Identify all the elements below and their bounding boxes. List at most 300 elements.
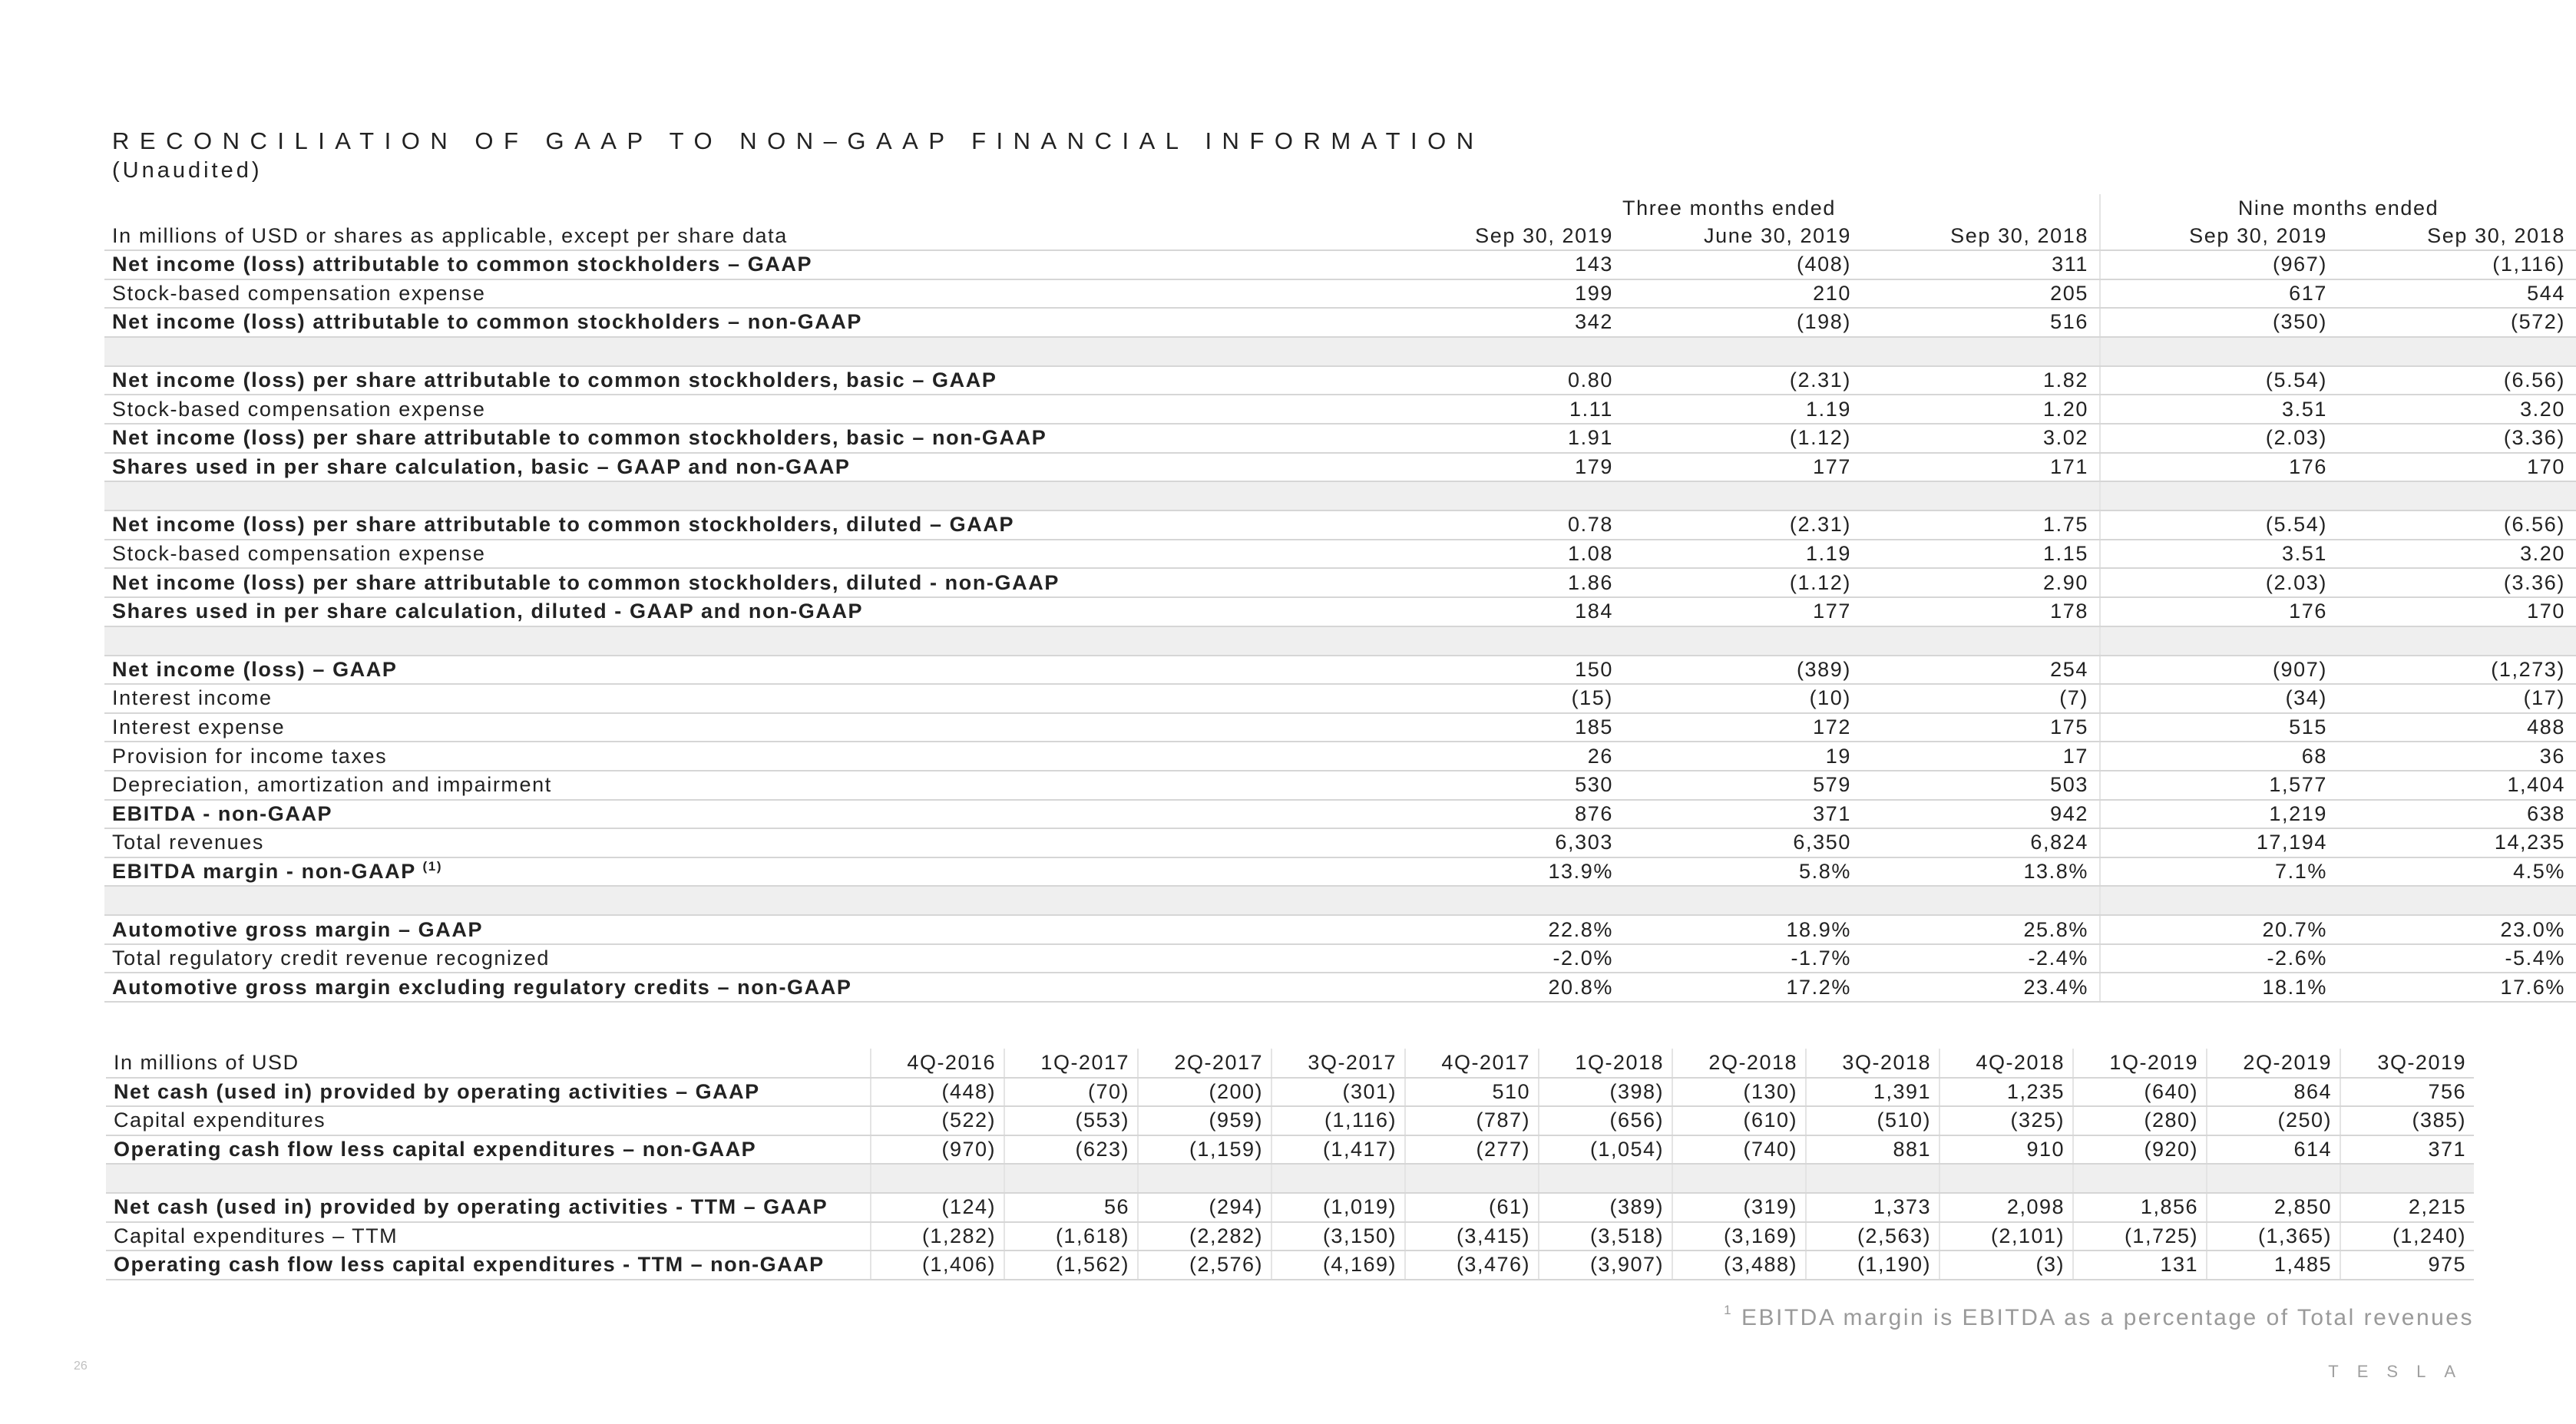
- table-cell: 3.02: [1862, 424, 2100, 453]
- table-cell: 1,404: [2338, 771, 2576, 800]
- table-row: [106, 1251, 2474, 1280]
- spacer-cell: [1359, 886, 1624, 915]
- table-cell: (3,476): [1405, 1251, 1539, 1280]
- table-cell: (1,240): [2340, 1222, 2474, 1251]
- row-label: Net cash (used in) provided by operating activities - TTM – GAAP: [106, 1193, 871, 1222]
- table-cell: 1,219: [2100, 800, 2338, 829]
- row-label: Operating cash flow less capital expenditures - TTM – non-GAAP: [106, 1251, 871, 1280]
- table-row: [104, 279, 2576, 309]
- table-cell: (1,159): [1138, 1135, 1271, 1165]
- table-row: [104, 308, 2576, 337]
- table-cell: 17,194: [2100, 828, 2338, 857]
- table-cell: 17.6%: [2338, 973, 2576, 1002]
- table-cell: 175: [1862, 713, 2100, 742]
- table-cell: -2.4%: [1862, 944, 2100, 973]
- table-cell: 342: [1359, 308, 1624, 337]
- table-cell: (389): [1624, 656, 1862, 685]
- table-cell: -2.6%: [2100, 944, 2338, 973]
- spacer-cell: [2338, 337, 2576, 366]
- row-label-text: Net income (loss) per share attributable to common stockholders, diluted – GAAP: [112, 513, 1015, 537]
- table-row: [106, 1106, 2474, 1135]
- table-cell: 6,303: [1359, 828, 1624, 857]
- table-cell: (2,576): [1138, 1251, 1271, 1280]
- page-subtitle: (Unaudited): [112, 158, 263, 183]
- table-cell: (6.56): [2338, 366, 2576, 395]
- table-cell: (1,406): [871, 1251, 1004, 1280]
- table-cell: (1,282): [871, 1222, 1004, 1251]
- row-label: [104, 308, 1359, 337]
- spacer-cell: [2100, 886, 2338, 915]
- table-cell: 0.80: [1359, 366, 1624, 395]
- table-cell: (3,488): [1672, 1251, 1806, 1280]
- unit-label: In millions of USD or shares as applicable, except per share data: [104, 222, 1359, 250]
- table-cell: 6,350: [1624, 828, 1862, 857]
- table-cell: (3.36): [2338, 568, 2576, 597]
- spacer-cell: [1138, 1164, 1271, 1193]
- row-label-text: EBITDA - non-GAAP: [112, 801, 333, 825]
- table-cell: 177: [1624, 453, 1862, 482]
- table-cell: (1,054): [1539, 1135, 1672, 1165]
- spacer-cell: [1624, 337, 1862, 366]
- spacer-cell: [1862, 481, 2100, 510]
- table-cell: 617: [2100, 279, 2338, 309]
- table-cell: (5.54): [2100, 366, 2338, 395]
- spacer-cell: [2100, 626, 2338, 656]
- row-label: [104, 250, 1359, 279]
- spacer-cell: [2338, 886, 2576, 915]
- table-cell: 3.51: [2100, 540, 2338, 569]
- row-label: [104, 510, 1359, 540]
- table-cell: (280): [2073, 1106, 2207, 1135]
- row-label-text: Automotive gross margin – GAAP: [112, 917, 484, 941]
- column-header: 4Q-2018: [1939, 1049, 2073, 1078]
- row-label-text: Total revenues: [112, 831, 265, 854]
- table-cell: (1.12): [1624, 424, 1862, 453]
- spacer-cell: [1862, 337, 2100, 366]
- table-row: [104, 453, 2576, 482]
- table-cell: (1,725): [2073, 1222, 2207, 1251]
- table-group-header-row: [104, 194, 2576, 222]
- table-cell: 311: [1862, 250, 2100, 279]
- spacer-cell: [1359, 626, 1624, 656]
- table-cell: (3,169): [1672, 1222, 1806, 1251]
- table-cell: 3.51: [2100, 395, 2338, 424]
- table-cell: (1,365): [2207, 1222, 2340, 1251]
- group-header-three-months: Three months ended: [1622, 196, 1836, 220]
- row-label: [104, 915, 1359, 944]
- table-cell: (970): [871, 1135, 1004, 1165]
- row-label-text: Net income (loss) per share attributable to common stockholders, basic – GAAP: [112, 368, 997, 392]
- table-cell: 638: [2338, 800, 2576, 829]
- table-cell: 1.91: [1359, 424, 1624, 453]
- table-row: [104, 771, 2576, 800]
- row-label-text: Depreciation, amortization and impairment: [112, 773, 552, 797]
- spacer-row: [104, 481, 2576, 510]
- row-label: [104, 540, 1359, 569]
- table-row: [104, 250, 2576, 279]
- table-cell: 131: [2073, 1251, 2207, 1280]
- spacer-row: [104, 337, 2576, 366]
- table-cell: 17.2%: [1624, 973, 1862, 1002]
- spacer-row: [104, 626, 2576, 656]
- table-cell: (294): [1138, 1193, 1271, 1222]
- table-cell: 6,824: [1862, 828, 2100, 857]
- row-label-text: Provision for income taxes: [112, 744, 388, 768]
- table-row: [104, 800, 2576, 829]
- table-cell: 17: [1862, 742, 2100, 771]
- table-cell: (553): [1004, 1106, 1138, 1135]
- row-label: [104, 395, 1359, 424]
- table-cell: (656): [1539, 1106, 1672, 1135]
- spacer-cell: [2340, 1164, 2474, 1193]
- row-label-text: Shares used in per share calculation, diluted - GAAP and non-GAAP: [112, 600, 864, 623]
- table-cell: (277): [1405, 1135, 1539, 1165]
- table-cell: (385): [2340, 1106, 2474, 1135]
- row-label-text: Automotive gross margin excluding regulatory credits – non-GAAP: [112, 975, 852, 999]
- table-row: [104, 684, 2576, 713]
- table-cell: (124): [871, 1193, 1004, 1222]
- table-cell: (448): [871, 1078, 1004, 1107]
- row-label: [104, 771, 1359, 800]
- table-cell: (640): [2073, 1078, 2207, 1107]
- table-cell: 176: [2100, 597, 2338, 626]
- table-cell: 942: [1862, 800, 2100, 829]
- table-cell: 199: [1359, 279, 1624, 309]
- row-label-text: Net income (loss) – GAAP: [112, 657, 398, 681]
- spacer-cell: [1806, 1164, 1939, 1193]
- table-cell: 530: [1359, 771, 1624, 800]
- table-cell: (200): [1138, 1078, 1271, 1107]
- row-label-text: Net income (loss) per share attributable to common stockholders, diluted - non-GAAP: [112, 570, 1060, 594]
- table-cell: 876: [1359, 800, 1624, 829]
- table-cell: 172: [1624, 713, 1862, 742]
- spacer-cell: [2100, 337, 2338, 366]
- spacer-cell: [104, 886, 1359, 915]
- table-column-header-row: [104, 222, 2576, 250]
- table-cell: 7.1%: [2100, 857, 2338, 887]
- column-header: Sep 30, 2018: [1862, 222, 2100, 250]
- table-cell: 23.0%: [2338, 915, 2576, 944]
- table-cell: (7): [1862, 684, 2100, 713]
- spacer-cell: [1672, 1164, 1806, 1193]
- cash-flow-table-body: [106, 1049, 2474, 1280]
- table-cell: 210: [1624, 279, 1862, 309]
- table-cell: 1.86: [1359, 568, 1624, 597]
- table-cell: 13.9%: [1359, 857, 1624, 887]
- column-header: 2Q-2018: [1672, 1049, 1806, 1078]
- table-cell: 170: [2338, 597, 2576, 626]
- table-cell: (70): [1004, 1078, 1138, 1107]
- column-header: 2Q-2017: [1138, 1049, 1271, 1078]
- table-cell: (3.36): [2338, 424, 2576, 453]
- table-cell: 2,215: [2340, 1193, 2474, 1222]
- column-header: 1Q-2019: [2073, 1049, 2207, 1078]
- table-cell: (3,518): [1539, 1222, 1672, 1251]
- spacer-cell: [104, 626, 1359, 656]
- row-label-text: Net income (loss) attributable to common stockholders – GAAP: [112, 253, 813, 276]
- table-cell: 68: [2100, 742, 2338, 771]
- spacer-cell: [1405, 1164, 1539, 1193]
- table-cell: 36: [2338, 742, 2576, 771]
- table-cell: (907): [2100, 656, 2338, 685]
- row-label: [104, 800, 1359, 829]
- spacer-cell: [1624, 481, 1862, 510]
- table-row: [104, 366, 2576, 395]
- row-label: [104, 424, 1359, 453]
- footnote-marker: (1): [422, 859, 443, 874]
- table-row: [104, 597, 2576, 626]
- page-title: RECONCILIATION OF GAAP TO NON–GAAP FINANCIAL INFORMATION: [112, 127, 1484, 154]
- spacer-cell: [2207, 1164, 2340, 1193]
- table-cell: (3,907): [1539, 1251, 1672, 1280]
- row-label-text: Net income (loss) attributable to common stockholders – non-GAAP: [112, 310, 862, 334]
- row-label-text: Interest expense: [112, 715, 286, 739]
- table-cell: (61): [1405, 1193, 1539, 1222]
- table-cell: (301): [1271, 1078, 1405, 1107]
- row-label-text: Stock-based compensation expense: [112, 397, 486, 421]
- spacer-row: [104, 886, 2576, 915]
- table-cell: (319): [1672, 1193, 1806, 1222]
- table-cell: (740): [1672, 1135, 1806, 1165]
- column-header: 2Q-2019: [2207, 1049, 2340, 1078]
- table-cell: 1.15: [1862, 540, 2100, 569]
- table-cell: 3.20: [2338, 540, 2576, 569]
- table-cell: 488: [2338, 713, 2576, 742]
- table-cell: 185: [1359, 713, 1624, 742]
- column-header: 3Q-2019: [2340, 1049, 2474, 1078]
- table-cell: 22.8%: [1359, 915, 1624, 944]
- row-label: [104, 828, 1359, 857]
- reconciliation-table: [104, 194, 2576, 1003]
- table-row: [104, 857, 2576, 887]
- spacer-cell: [871, 1164, 1004, 1193]
- table-cell: (1,190): [1806, 1251, 1939, 1280]
- table-cell: 23.4%: [1862, 973, 2100, 1002]
- table-row: [104, 568, 2576, 597]
- table-cell: -1.7%: [1624, 944, 1862, 973]
- table-cell: (2.03): [2100, 568, 2338, 597]
- row-label: [104, 656, 1359, 685]
- table-cell: (2,563): [1806, 1222, 1939, 1251]
- spacer-cell: [2100, 481, 2338, 510]
- table-cell: 614: [2207, 1135, 2340, 1165]
- table-cell: 2.90: [1862, 568, 2100, 597]
- row-label-text: Interest income: [112, 686, 273, 710]
- table-cell: 176: [2100, 453, 2338, 482]
- table-row: [104, 828, 2576, 857]
- column-header: 1Q-2018: [1539, 1049, 1672, 1078]
- row-label-text: Net income (loss) per share attributable to common stockholders, basic – non-GAAP: [112, 426, 1047, 450]
- table-cell: (967): [2100, 250, 2338, 279]
- table-cell: 510: [1405, 1078, 1539, 1107]
- table-cell: 25.8%: [1862, 915, 2100, 944]
- table-cell: (522): [871, 1106, 1004, 1135]
- table-cell: 1.75: [1862, 510, 2100, 540]
- table-cell: 1,391: [1806, 1078, 1939, 1107]
- table-cell: (1,273): [2338, 656, 2576, 685]
- table-row: [104, 424, 2576, 453]
- column-header: 3Q-2018: [1806, 1049, 1939, 1078]
- tesla-logo: TESLA: [2328, 1362, 2474, 1381]
- table-cell: (250): [2207, 1106, 2340, 1135]
- table-cell: (15): [1359, 684, 1624, 713]
- table-cell: 1.20: [1862, 395, 2100, 424]
- reconciliation-table-body: [104, 194, 2576, 1002]
- table-cell: 20.8%: [1359, 973, 1624, 1002]
- column-header: Sep 30, 2019: [2100, 222, 2338, 250]
- table-cell: 1.19: [1624, 540, 1862, 569]
- table-cell: (2.31): [1624, 510, 1862, 540]
- table-row: [104, 973, 2576, 1002]
- table-cell: (572): [2338, 308, 2576, 337]
- spacer-cell: [1862, 886, 2100, 915]
- table-row: [106, 1193, 2474, 1222]
- table-row: [104, 510, 2576, 540]
- row-label: Operating cash flow less capital expenditures – non-GAAP: [106, 1135, 871, 1165]
- table-cell: (787): [1405, 1106, 1539, 1135]
- row-label-text: Stock-based compensation expense: [112, 281, 486, 305]
- table-cell: (10): [1624, 684, 1862, 713]
- table-row: [104, 395, 2576, 424]
- table-cell: (408): [1624, 250, 1862, 279]
- row-label: [104, 742, 1359, 771]
- table-cell: 1.11: [1359, 395, 1624, 424]
- spacer-cell: [1539, 1164, 1672, 1193]
- table-cell: 1,485: [2207, 1251, 2340, 1280]
- row-label: [104, 597, 1359, 626]
- table-row: [106, 1222, 2474, 1251]
- table-cell: 2,850: [2207, 1193, 2340, 1222]
- table-cell: 516: [1862, 308, 2100, 337]
- table-cell: 2,098: [1939, 1193, 2073, 1222]
- table-cell: 0.78: [1359, 510, 1624, 540]
- table-cell: 26: [1359, 742, 1624, 771]
- table-cell: 579: [1624, 771, 1862, 800]
- column-header: June 30, 2019: [1624, 222, 1862, 250]
- table-row: [106, 1078, 2474, 1107]
- table-cell: 18.1%: [2100, 973, 2338, 1002]
- table-row: [104, 713, 2576, 742]
- row-label: [104, 568, 1359, 597]
- spacer-cell: [1271, 1164, 1405, 1193]
- table-row: [104, 944, 2576, 973]
- row-label-text: Shares used in per share calculation, basic – GAAP and non-GAAP: [112, 454, 851, 478]
- spacer-cell: [1862, 626, 2100, 656]
- table-cell: 177: [1624, 597, 1862, 626]
- row-label: [104, 684, 1359, 713]
- table-cell: 864: [2207, 1078, 2340, 1107]
- table-cell: 975: [2340, 1251, 2474, 1280]
- row-label: [104, 857, 1359, 887]
- column-header: 1Q-2017: [1004, 1049, 1138, 1078]
- spacer-cell: [2338, 481, 2576, 510]
- table-cell: (1,562): [1004, 1251, 1138, 1280]
- table-cell: 1,577: [2100, 771, 2338, 800]
- table-cell: (1,116): [2338, 250, 2576, 279]
- table-cell: (1,618): [1004, 1222, 1138, 1251]
- table-row: [106, 1135, 2474, 1165]
- table-cell: 19: [1624, 742, 1862, 771]
- table-cell: 184: [1359, 597, 1624, 626]
- row-label-text: Total regulatory credit revenue recognized: [112, 947, 550, 970]
- table-cell: -2.0%: [1359, 944, 1624, 973]
- table-cell: 1.19: [1624, 395, 1862, 424]
- table-cell: (2.31): [1624, 366, 1862, 395]
- table-cell: -5.4%: [2338, 944, 2576, 973]
- table-cell: 171: [1862, 453, 2100, 482]
- table-cell: 756: [2340, 1078, 2474, 1107]
- table-cell: 1,235: [1939, 1078, 2073, 1107]
- row-label: [104, 944, 1359, 973]
- column-header: Sep 30, 2018: [2338, 222, 2576, 250]
- column-header: 4Q-2017: [1405, 1049, 1539, 1078]
- table-cell: (2,282): [1138, 1222, 1271, 1251]
- table-cell: 205: [1862, 279, 2100, 309]
- table-cell: 3.20: [2338, 395, 2576, 424]
- table-column-header-row: [106, 1049, 2474, 1078]
- table-cell: 4.5%: [2338, 857, 2576, 887]
- row-label: [104, 279, 1359, 309]
- spacer-cell: [1624, 626, 1862, 656]
- row-label: [104, 973, 1359, 1002]
- table-cell: 20.7%: [2100, 915, 2338, 944]
- table-cell: (510): [1806, 1106, 1939, 1135]
- table-cell: 371: [1624, 800, 1862, 829]
- table-cell: (959): [1138, 1106, 1271, 1135]
- table-cell: 14,235: [2338, 828, 2576, 857]
- table-cell: 56: [1004, 1193, 1138, 1222]
- table-cell: 1,373: [1806, 1193, 1939, 1222]
- table-cell: (1,417): [1271, 1135, 1405, 1165]
- row-label-text: Stock-based compensation expense: [112, 542, 486, 566]
- table-cell: 515: [2100, 713, 2338, 742]
- table-cell: 254: [1862, 656, 2100, 685]
- spacer-cell: [104, 337, 1359, 366]
- table-cell: (6.56): [2338, 510, 2576, 540]
- table-cell: 1.08: [1359, 540, 1624, 569]
- row-label: Capital expenditures: [106, 1106, 871, 1135]
- table-cell: (398): [1539, 1078, 1672, 1107]
- table-row: [104, 915, 2576, 944]
- table-cell: 170: [2338, 453, 2576, 482]
- spacer-cell: [1004, 1164, 1138, 1193]
- table-cell: (5.54): [2100, 510, 2338, 540]
- table-cell: (198): [1624, 308, 1862, 337]
- table-cell: (3,150): [1271, 1222, 1405, 1251]
- column-header: 3Q-2017: [1271, 1049, 1405, 1078]
- table-cell: (389): [1539, 1193, 1672, 1222]
- table-cell: 178: [1862, 597, 2100, 626]
- table-cell: 179: [1359, 453, 1624, 482]
- spacer-cell: [2338, 626, 2576, 656]
- spacer-cell: [1359, 337, 1624, 366]
- row-label: Net cash (used in) provided by operating activities – GAAP: [106, 1078, 871, 1107]
- table-cell: 150: [1359, 656, 1624, 685]
- table-cell: (610): [1672, 1106, 1806, 1135]
- table-cell: (1.12): [1624, 568, 1862, 597]
- table-cell: (2.03): [2100, 424, 2338, 453]
- table-cell: (920): [2073, 1135, 2207, 1165]
- row-label: Capital expenditures – TTM: [106, 1222, 871, 1251]
- spacer-cell: [104, 481, 1359, 510]
- table-cell: (1,019): [1271, 1193, 1405, 1222]
- spacer-cell: [106, 1164, 871, 1193]
- column-header: Sep 30, 2019: [1359, 222, 1624, 250]
- spacer-cell: [1359, 481, 1624, 510]
- spacer-row: [106, 1164, 2474, 1193]
- row-label-text: EBITDA margin - non-GAAP: [112, 860, 416, 884]
- table-cell: (34): [2100, 684, 2338, 713]
